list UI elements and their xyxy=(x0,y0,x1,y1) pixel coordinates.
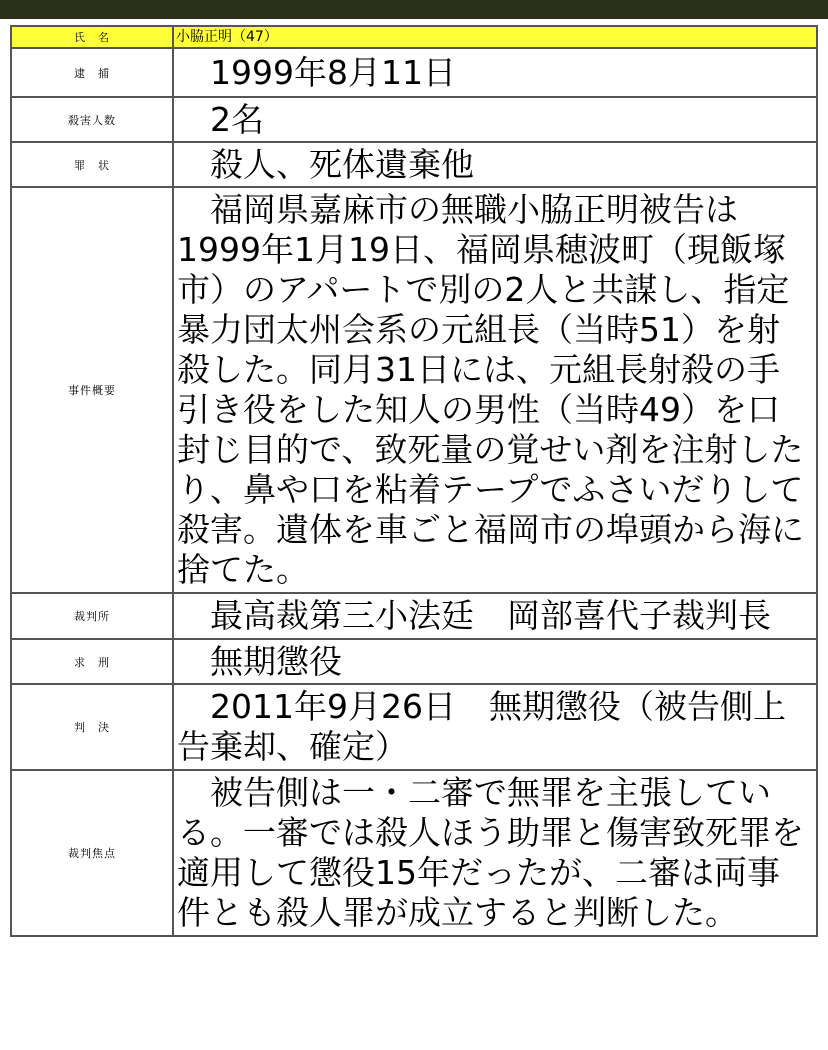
value-arrest: 1999年8月11日 xyxy=(210,52,456,92)
value-name: 小脇正明（47） xyxy=(173,26,817,48)
value-court: 最高裁第三小法廷 岡部喜代子裁判長 xyxy=(210,596,771,635)
table-row-name xyxy=(11,26,817,48)
label-trial-focus: 裁判焦点 xyxy=(11,770,173,936)
table-row-verdict xyxy=(11,684,817,770)
value-trial-focus: 被告側は一・二審で無罪を主張している。一審では殺人ほう助罪と傷害致死罪を適用して懲役15年だったが、二審は両事件とも殺人罪が成立すると判断した。 xyxy=(177,773,804,932)
label-charges: 罪 状 xyxy=(11,142,173,187)
document-frame xyxy=(0,19,828,1050)
label-summary: 事件概要 xyxy=(11,187,173,593)
table-row-court xyxy=(11,593,817,639)
value-summary-cell xyxy=(173,187,817,593)
value-sentence-request: 無期懲役 xyxy=(210,641,342,681)
label-name: 氏 名 xyxy=(11,26,173,48)
value-arrest-cell xyxy=(173,48,817,97)
table-row-trial-focus xyxy=(11,770,817,936)
value-victims: 2名 xyxy=(210,99,264,139)
table-row-arrest xyxy=(11,48,817,97)
top-bar xyxy=(0,0,828,19)
value-summary: 福岡県嘉麻市の無職小脇正明被告は1999年1月19日、福岡県穂波町（現飯塚市）のアパートで別の2人と共謀し、指定暴力団太州会系の元組長（当時51）を射殺した。同月31日には、元組長射殺の手引き役をした知人の男性（当時49）を口封じ目的で、致死量の覚せい剤を注射したり、鼻や口を粘着テープでふさいだりして殺害。遺体を車ごと福岡市の埠頭から海に捨てた。 xyxy=(177,190,804,589)
label-court: 裁判所 xyxy=(11,593,173,639)
label-victims: 殺害人数 xyxy=(11,97,173,142)
label-arrest: 逮 捕 xyxy=(11,48,173,97)
table-row-summary xyxy=(11,187,817,593)
label-sentence-request: 求 刑 xyxy=(11,639,173,684)
value-charges-cell xyxy=(173,142,817,187)
table-row-sentence-request xyxy=(11,639,817,684)
value-verdict: 2011年9月26日 無期懲役（被告側上告棄却、確定） xyxy=(177,687,786,766)
value-victims-cell xyxy=(173,97,817,142)
table-row-victims xyxy=(11,97,817,142)
table-row-charges xyxy=(11,142,817,187)
value-charges: 殺人、死体遺棄他 xyxy=(210,144,474,184)
value-verdict-cell xyxy=(173,684,817,770)
value-sentence-request-cell xyxy=(173,639,817,684)
label-verdict: 判 決 xyxy=(11,684,173,770)
value-court-cell xyxy=(173,593,817,639)
case-table xyxy=(10,25,818,937)
value-trial-focus-cell xyxy=(173,770,817,936)
